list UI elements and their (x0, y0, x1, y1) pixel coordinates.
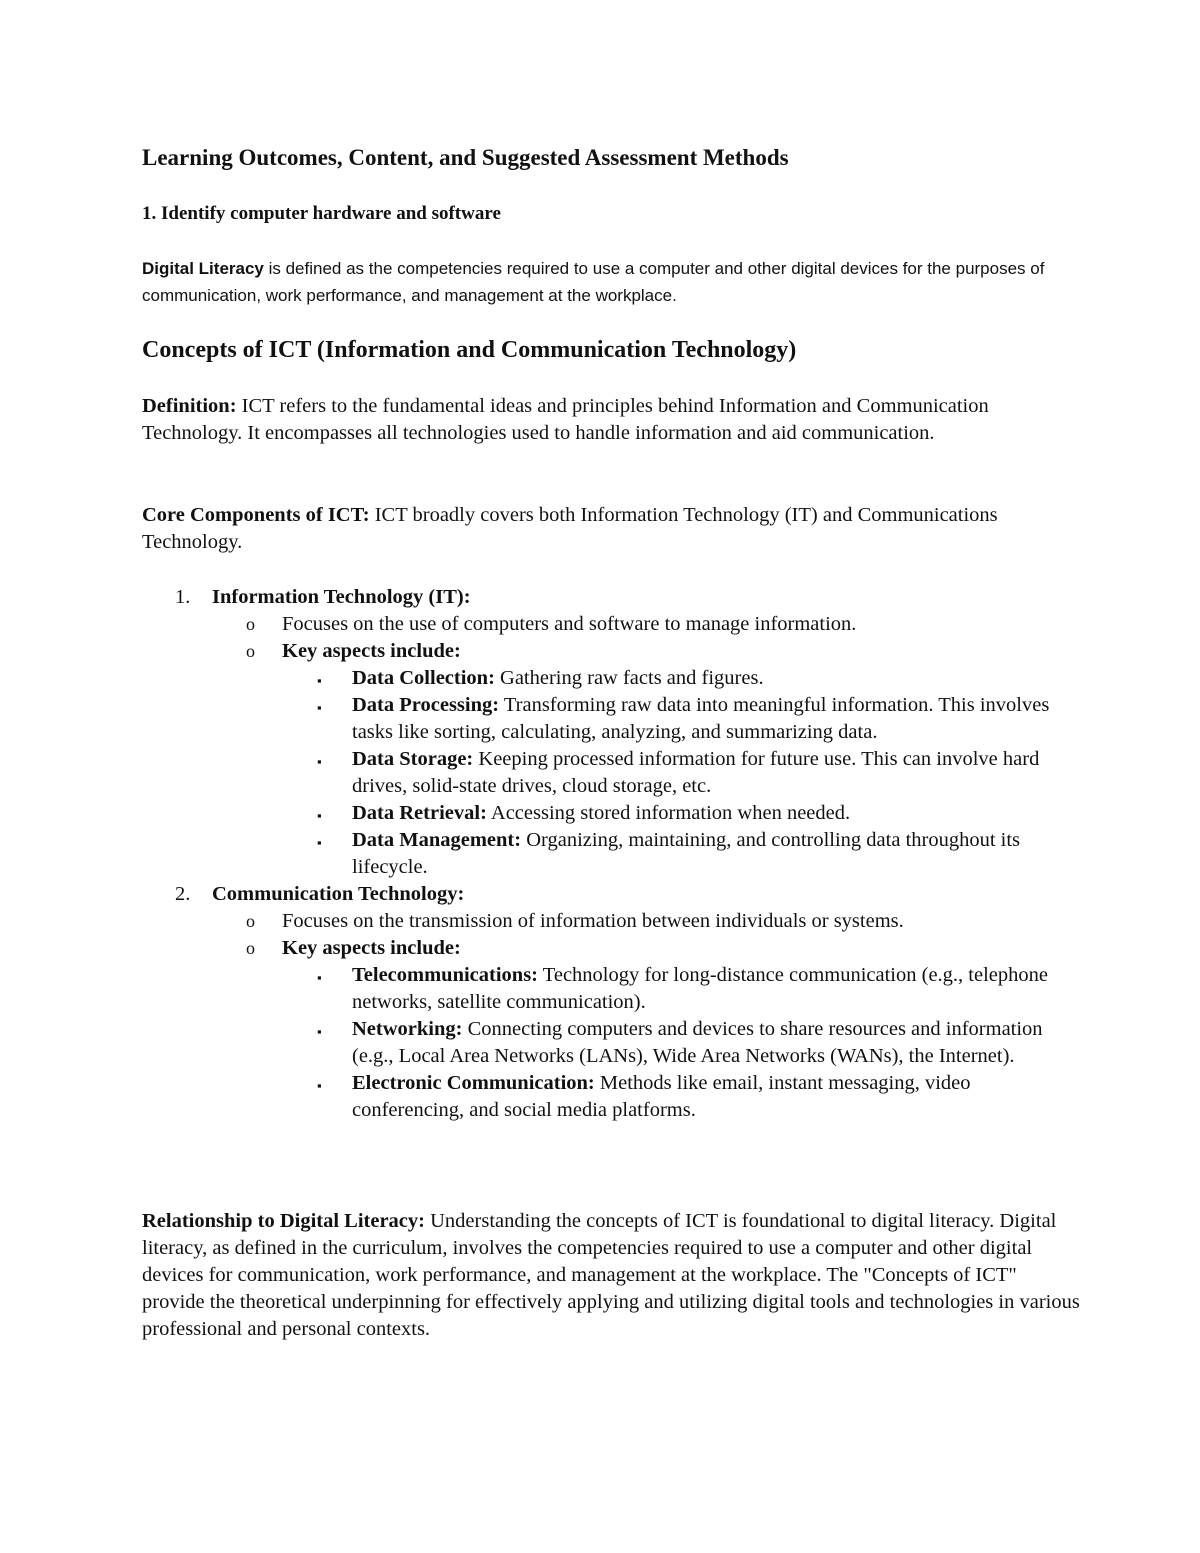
item-text: Gathering raw facts and figures. (494, 667, 764, 689)
item-text: Transforming raw data into meaningful information. This involves tasks like sorting, calculating, analyzing, and summarizing data. (352, 694, 1050, 743)
core-components-label: Core Components of ICT: (142, 504, 370, 526)
digital-literacy-term: Digital Literacy (142, 259, 264, 278)
square-bullet-icon: ▪ (317, 1078, 322, 1093)
square-bullet-icon: ▪ (317, 1024, 322, 1039)
it-focus: Focuses on the use of computers and software to manage information. (282, 613, 857, 635)
square-bullet-icon: ▪ (317, 970, 322, 985)
item-label: Telecommunications: (352, 964, 539, 986)
section-title: Concepts of ICT (Information and Communication Technology) (142, 337, 797, 363)
circle-bullet-icon: o (246, 641, 255, 661)
list-item (142, 800, 1082, 827)
relationship-label: Relationship to Digital Literacy: (142, 1210, 425, 1232)
relationship-text: Understanding the concepts of ICT is foundational to digital literacy. Digital literacy, as defined in the curriculum, involves the competencies required to use a computer and other digital devices for communication, work performance, and management at the workplace. The "Concepts of ICT" provide the theoretical underpinning for effectively applying and utilizing digital tools and technologies in various professional and personal contexts. (142, 1210, 1080, 1340)
circle-bullet-icon: o (246, 938, 255, 958)
item-text: Keeping processed information for future use. This can involve hard drives, solid-state drives, cloud storage, etc. (352, 748, 1040, 797)
list-item (142, 1070, 1082, 1124)
circle-bullet-icon: o (246, 911, 255, 931)
item-text: Technology for long-distance communication (e.g., telephone networks, satellite communication). (352, 964, 1048, 1013)
definition-text: ICT refers to the fundamental ideas and principles behind Information and Communication Technology. It encompasses all technologies used to handle information and aid communication. (142, 395, 989, 444)
core-components-paragraph (142, 502, 1082, 556)
list-item (142, 962, 1082, 1016)
list-item-ct (142, 881, 1082, 908)
ct-focus: Focuses on the transmission of information between individuals or systems. (282, 910, 904, 932)
item-label: Data Storage: (352, 748, 474, 770)
definition-paragraph (142, 393, 1082, 447)
item-label: Data Retrieval: (352, 802, 487, 824)
item-text: Accessing stored information when needed. (486, 802, 851, 824)
square-bullet-icon: ▪ (317, 673, 322, 688)
list-item (142, 665, 1082, 692)
sub-item (142, 611, 1082, 638)
item-text: Methods like email, instant messaging, video conferencing, and social media platforms. (352, 1072, 971, 1121)
list-item (142, 692, 1082, 746)
it-aspects-label: Key aspects include: (282, 640, 461, 662)
square-bullet-icon: ▪ (317, 835, 322, 850)
square-bullet-icon: ▪ (317, 808, 322, 823)
ict-components-list (142, 584, 1082, 1124)
item-label: Electronic Communication: (352, 1072, 595, 1094)
list-number: 2. (175, 883, 191, 905)
digital-literacy-text: is defined as the competencies required to use a computer and other digital devices for the purposes of communication, work performance, and management at the workplace. (142, 259, 1045, 305)
list-number: 1. (175, 586, 191, 608)
it-title: Information Technology (IT): (212, 586, 471, 608)
definition-label: Definition: (142, 395, 237, 417)
circle-bullet-icon: o (246, 614, 255, 634)
digital-literacy-paragraph (142, 255, 1072, 309)
ct-aspects-label: Key aspects include: (282, 937, 461, 959)
learning-outcome-heading: 1. Identify computer hardware and software (142, 203, 501, 224)
square-bullet-icon: ▪ (317, 754, 322, 769)
relationship-paragraph (142, 1208, 1082, 1343)
page-heading: Learning Outcomes, Content, and Suggested Assessment Methods (142, 145, 789, 170)
item-text: Organizing, maintaining, and controlling data throughout its lifecycle. (352, 829, 1021, 878)
sub-item (142, 638, 1082, 665)
item-label: Data Collection: (352, 667, 495, 689)
square-bullet-icon: ▪ (317, 700, 322, 715)
item-label: Data Management: (352, 829, 522, 851)
list-item (142, 746, 1082, 800)
item-text: Connecting computers and devices to share resources and information (e.g., Local Area Networks (LANs), Wide Area Networks (WANs), the Internet). (352, 1018, 1043, 1067)
item-label: Data Processing: (352, 694, 500, 716)
item-label: Networking: (352, 1018, 463, 1040)
list-item (142, 1016, 1082, 1070)
sub-item (142, 908, 1082, 935)
list-item (142, 827, 1082, 881)
list-item-it (142, 584, 1082, 611)
ct-title: Communication Technology: (212, 883, 465, 905)
core-components-text: ICT broadly covers both Information Technology (IT) and Communications Technology. (142, 504, 998, 553)
sub-item (142, 935, 1082, 962)
